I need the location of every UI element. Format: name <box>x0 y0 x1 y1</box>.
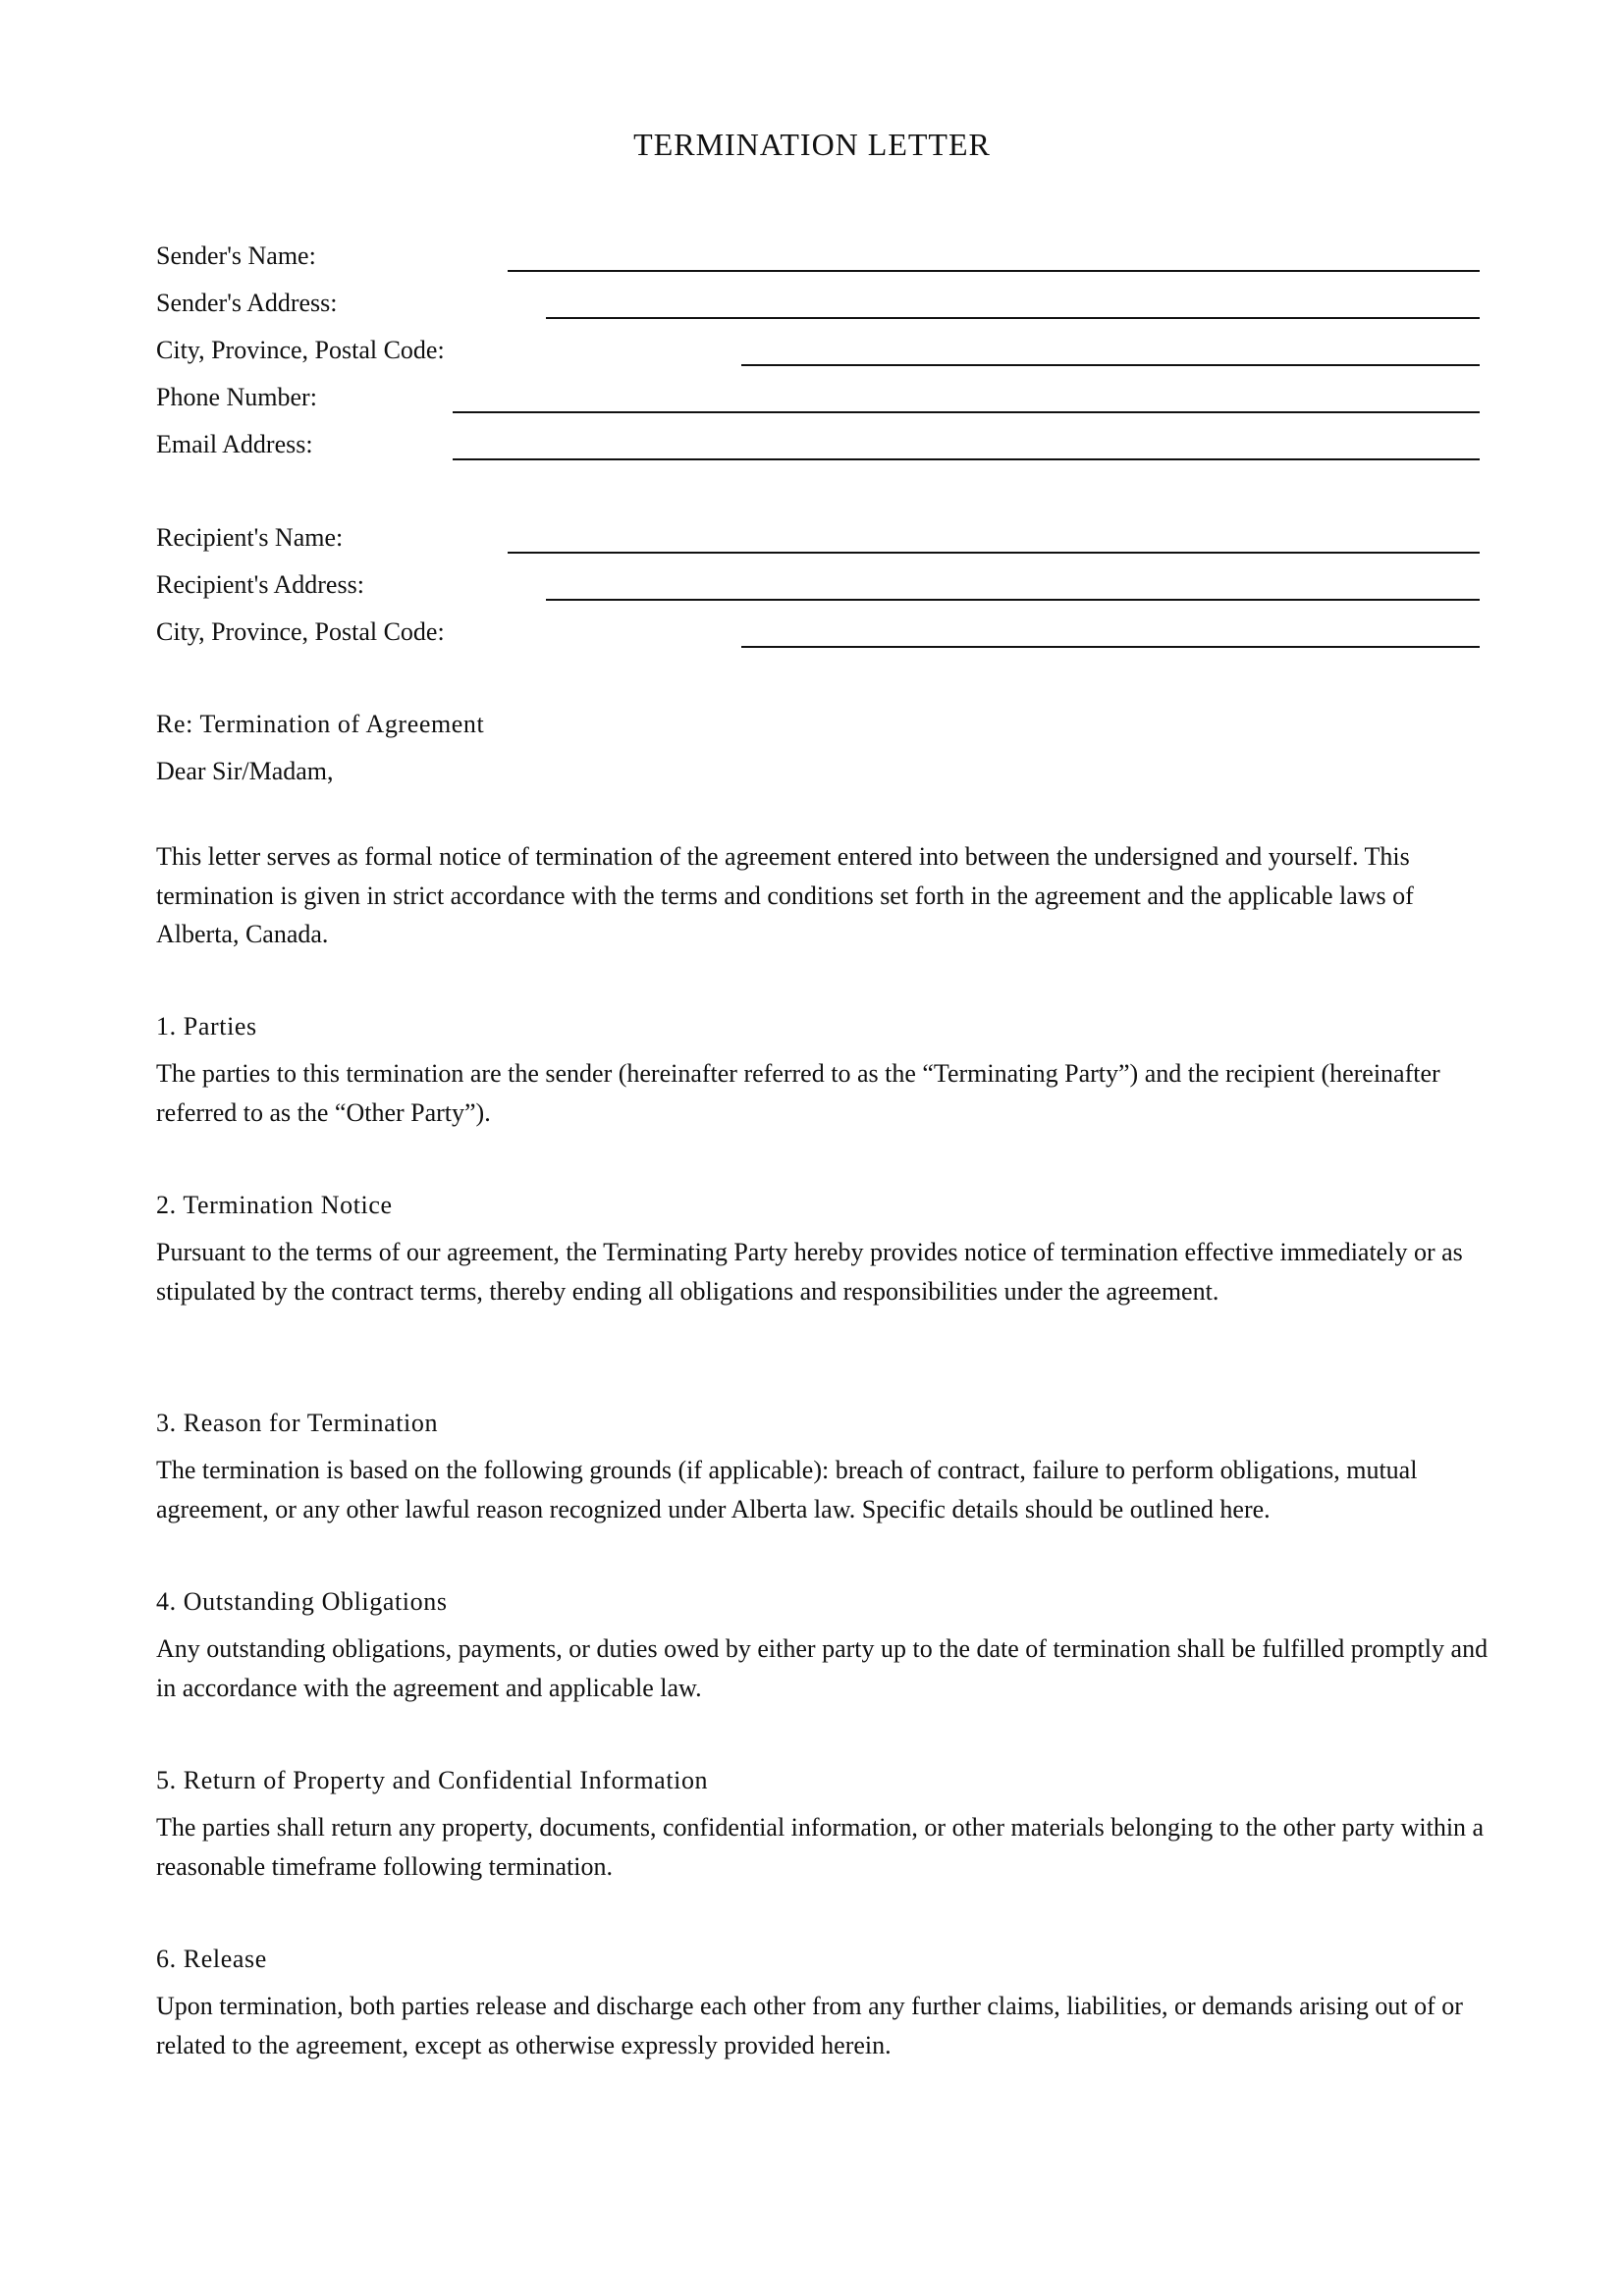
section-heading-return-of-property: 5. Return of Property and Confidential Information <box>156 1766 709 1794</box>
recipient-city-blank[interactable] <box>741 646 1480 648</box>
section-body-return-of-property: The parties shall return any property, documents, confidential information, or other materials belonging to the other party within a reasonable timeframe following termination. <box>156 1813 1485 1881</box>
field-label: City, Province, Postal Code: <box>156 336 445 364</box>
sender-city-blank[interactable] <box>741 364 1480 366</box>
field-label: City, Province, Postal Code: <box>156 617 445 646</box>
section-body-parties: The parties to this termination are the sender (hereinafter referred to as the “Terminating Party”) and the recipient (hereinafter referred to as the “Other Party”). <box>156 1059 1440 1127</box>
recipient-address-field <box>156 565 1480 613</box>
recipient-name-field <box>156 518 1480 565</box>
section-heading-parties: 1. Parties <box>156 1012 257 1041</box>
sender-phone-field <box>156 378 1480 425</box>
sender-address-field <box>156 284 1480 331</box>
recipient-city-field <box>156 613 1480 660</box>
sender-email-blank[interactable] <box>453 458 1480 460</box>
section-heading-termination-notice: 2. Termination Notice <box>156 1191 393 1219</box>
sender-phone-blank[interactable] <box>453 411 1480 413</box>
section-body-termination-notice: Pursuant to the terms of our agreement, the Terminating Party hereby provides notice of termination effective immediately or as stipulated by the contract terms, thereby ending all obligations and responsibilities under the agreement. <box>156 1238 1463 1306</box>
intro-paragraph: This letter serves as formal notice of termination of the agreement entered into between the undersigned and yourself. This termination is given in strict accordance with the terms and conditions set forth in the agreement and the applicable laws of Alberta, Canada. <box>156 842 1414 948</box>
sender-name-blank[interactable] <box>508 270 1480 272</box>
field-label: Recipient's Address: <box>156 570 364 599</box>
document-title: TERMINATION LETTER <box>633 127 991 162</box>
field-label: Sender's Name: <box>156 241 316 270</box>
section-body-outstanding-obligations: Any outstanding obligations, payments, or duties owed by either party up to the date of termination shall be fulfilled promptly and in accordance with the agreement and applicable law. <box>156 1634 1489 1702</box>
section-body-reason: The termination is based on the following grounds (if applicable): breach of contract, failure to perform obligations, mutual agreement, or any other lawful reason recognized under Alberta law. Specific details should be outlined here. <box>156 1456 1418 1523</box>
section-heading-outstanding-obligations: 4. Outstanding Obligations <box>156 1587 448 1616</box>
field-label: Phone Number: <box>156 383 317 411</box>
field-label: Recipient's Name: <box>156 523 344 552</box>
field-label: Email Address: <box>156 430 313 458</box>
recipient-name-blank[interactable] <box>508 552 1480 554</box>
section-heading-release: 6. Release <box>156 1945 267 1973</box>
field-label: Sender's Address: <box>156 289 338 317</box>
sender-email-field <box>156 425 1480 472</box>
sender-name-field <box>156 237 1480 284</box>
re-line: Re: Termination of Agreement <box>156 710 485 738</box>
section-heading-reason: 3. Reason for Termination <box>156 1409 439 1437</box>
salutation: Dear Sir/Madam, <box>156 757 334 785</box>
recipient-address-blank[interactable] <box>546 599 1480 601</box>
section-body-release: Upon termination, both parties release and discharge each other from any further claims, liabilities, or demands arising out of or related to the agreement, except as otherwise expressly provided herein. <box>156 1992 1463 2059</box>
sender-city-field <box>156 331 1480 378</box>
sender-address-blank[interactable] <box>546 317 1480 319</box>
